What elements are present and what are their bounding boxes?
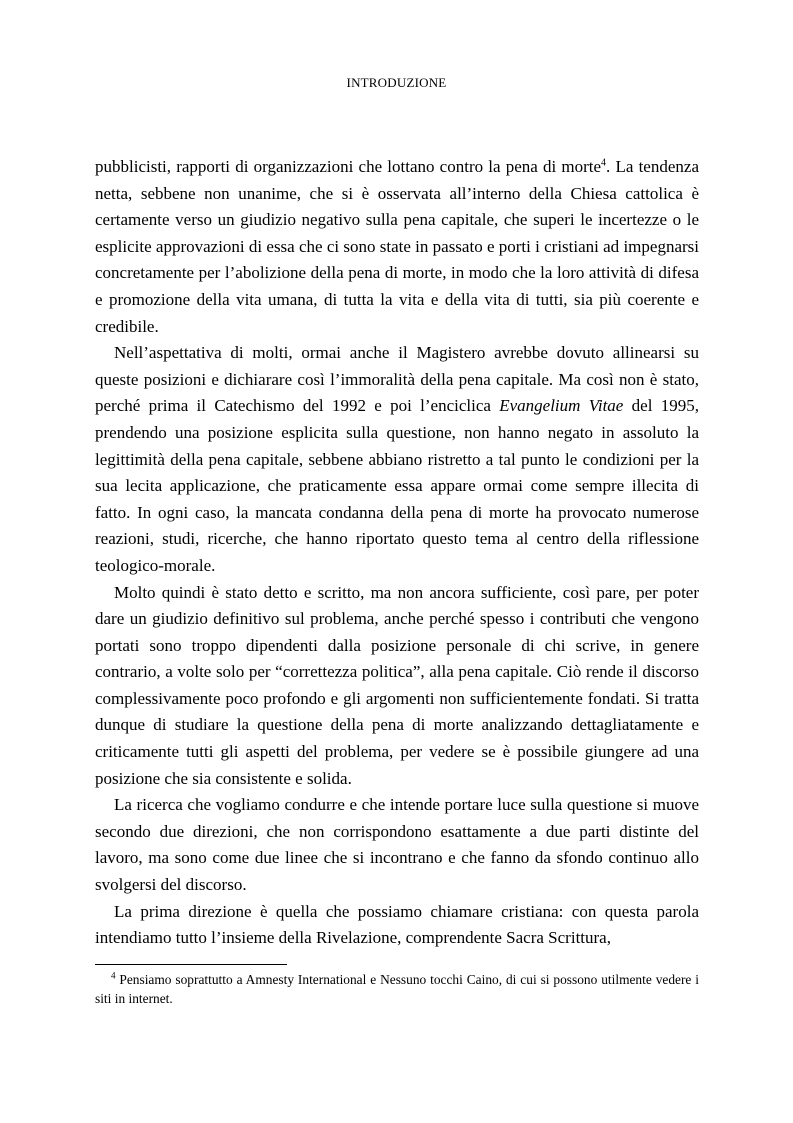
- paragraph-2-text-start: Nell’aspettativa di molti, ormai anche il Magistero avrebbe dovuto allinearsi su queste posizioni e dichiarare così l’immoralità della pena capitale. Ma così non è stato, perché prima il Catechismo del 1992 e poi l’enciclica: [95, 343, 699, 416]
- paragraph-5: La prima direzione è quella che possiamo chiamare cristiana: con questa parola intendiamo tutto l’insieme della Rivelazione, comprendente Sacra Scrittura,: [95, 901, 699, 948]
- encyclical-title: Evangelium Vitae: [499, 396, 624, 416]
- footnote-separator: [95, 964, 287, 965]
- paragraph-4: La ricerca che vogliamo condurre e che intende portare luce sulla questione si muove secondo due direzioni, che non corrispondono esattamente a due parti distinte del lavoro, ma sono come due linee che si incontrano e che fanno da sfondo continuo allo svolgersi del discorso.: [95, 795, 699, 895]
- running-header: INTRODUZIONE: [346, 75, 447, 90]
- paragraph-1-text-start: pubblicisti, rapporti di organizzazioni che lottano contro la pena di morte: [95, 157, 602, 176]
- paragraph-1: [95, 154, 699, 340]
- paragraph-3: Molto quindi è stato detto e scritto, ma non ancora sufficiente, così pare, per poter dare un giudizio definitivo sul problema, anche perché spesso i contributi che vengono portati sono troppo dipendenti dalla posizione personale di chi scrive, in genere contrario, a volte solo per “correttezza politica”, alla pena capitale. Ciò rende il discorso complessivamente poco profondo e gli argomenti non sufficientemente fondati. Si tratta dunque di studiare la questione della pena di morte analizzando dettagliatamente e criticamente tutti gli aspetti del problema, per vedere se è possibile giungere ad una posizione che sia consistente e solida.: [95, 582, 699, 788]
- body-text: [95, 154, 699, 952]
- footnote-text: Pensiamo soprattutto a Amnesty International e Nessuno tocchi Caino, di cui si possono utilmente vedere i siti in internet.: [95, 972, 699, 1006]
- paragraph-2: [95, 340, 699, 579]
- paragraph-2-text-end: del 1995, prendendo una posizione esplicita sulla questione, non hanno negato in assoluto la legittimità della pena capitale, sebbene abbiano ristretto a tal punto le condizioni per la sua lecita applicazione, che praticamente essa appare ormai come sempre illecita di fatto. In ogni caso, la mancata condanna della pena di morte ha provocato numerose reazioni, studi, ricerche, che hanno riportato questo tema al centro della riflessione teologico-morale.: [95, 396, 699, 575]
- paragraph-1-text-end: . La tendenza netta, sebbene non unanime, che si è osservata all’interno della Chiesa cattolica è certamente verso un giudizio negativo sulla pena capitale, che superi le incertezze o le esplicite approvazioni di essa che ci sono state in passato e porti i cristiani ad impegnarsi concretamente per l’abolizione della pena di morte, in modo che la loro attività di difesa e promozione della vita umana, di tutta la vita e della vita di tutti, sia più coerente e credibile.: [95, 157, 699, 336]
- footnote-mark: 4: [111, 970, 116, 981]
- footnote-4: [95, 971, 699, 1008]
- footnote-reference-4[interactable]: 4: [601, 157, 607, 169]
